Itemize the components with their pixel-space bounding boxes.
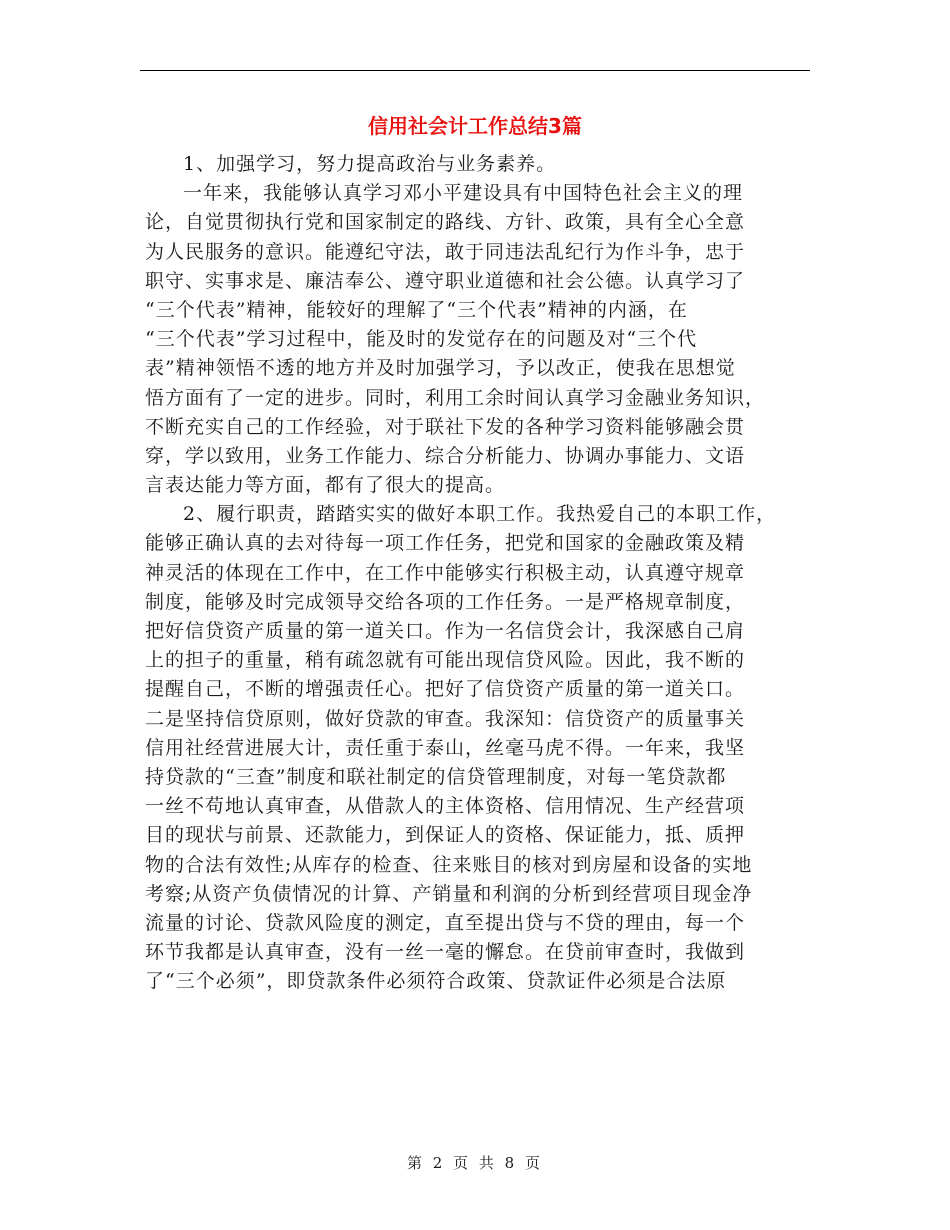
body-line: 制度，能够及时完成领导交给各项的工作任务。一是严格规章制度， (145, 590, 746, 613)
body-line: 穿，学以致用，业务工作能力、综合分析能力、协调办事能力、文语 (145, 444, 746, 467)
page-number-footer: 第 2 页 共 8 页 (407, 1154, 543, 1172)
body-line: 一年来，我能够认真学习邓小平建设具有中国特色社会主义的理 (183, 182, 744, 205)
body-line: 上的担子的重量，稍有疏忽就有可能出现信贷风险。因此，我不断的 (145, 649, 746, 672)
body-line: 信用社经营进展大计，责任重于泰山，丝毫马虎不得。一年来，我坚 (145, 736, 746, 759)
body-line: 一丝不苟地认真审查，从借款人的主体资格、信用情况、生产经营项 (145, 795, 746, 818)
body-line: 流量的讨论、贷款风险度的测定，直至提出贷与不贷的理由，每一个 (145, 911, 746, 934)
body-line: 二是坚持信贷原则，做好贷款的审查。我深知：信贷资产的质量事关 (145, 707, 746, 730)
body-line: 为人民服务的意识。能遵纪守法，敢于同违法乱纪行为作斗争，忠于 (145, 240, 746, 263)
body-line: 表”精神领悟不透的地方并及时加强学习，予以改正，使我在思想觉 (145, 357, 736, 380)
body-line: 职守、实事求是、廉洁奉公、遵守职业道德和社会公德。认真学习了 (145, 269, 746, 292)
document-title: 信用社会计工作总结3篇 (368, 114, 582, 138)
document-body (145, 150, 813, 996)
body-line: 不断充实自己的工作经验，对于联社下发的各种学习资料能够融会贯 (145, 415, 746, 438)
body-line: 把好信贷资产质量的第一道关口。作为一名信贷会计，我深感自己肩 (145, 620, 746, 642)
body-line: 能够正确认真的去对待每一项工作任务，把党和国家的金融政策及精 (145, 532, 746, 555)
body-line: 言表达能力等方面，都有了很大的提高。 (145, 474, 506, 497)
header-rule (140, 70, 810, 71)
body-line: “三个代表”学习过程中，能及时的发觉存在的问题及对“三个代 (145, 328, 698, 351)
body-line: 了“三个必须”，即贷款条件必须符合政策、贷款证件必须是合法原 (145, 970, 727, 993)
body-line: 神灵活的体现在工作中，在工作中能够实行积极主动，认真遵守规章 (145, 561, 746, 584)
body-line: 论，自觉贯彻执行党和国家制定的路线、方针、政策，具有全心全意 (145, 211, 746, 234)
body-line: 持贷款的“三查”制度和联社制定的信贷管理制度，对每一笔贷款都 (145, 765, 727, 788)
body-line: 提醒自己，不断的增强责任心。把好了信贷资产质量的第一道关口。 (145, 678, 746, 701)
body-line: 2、履行职责，踏踏实实的做好本职工作。我热爱自己的本职工作， (183, 503, 777, 526)
body-line: 物的合法有效性;从库存的检查、往来账目的核对到房屋和设备的实地 (145, 853, 753, 876)
body-line: 1、加强学习，努力提高政治与业务素养。 (183, 153, 557, 175)
body-line: 考察;从资产负债情况的计算、产销量和利润的分析到经营项目现金净 (145, 882, 753, 905)
body-line: “三个代表”精神，能较好的理解了“三个代表”精神的内涵，在 (145, 298, 688, 321)
body-line: 环节我都是认真审查，没有一丝一毫的懈怠。在贷前审查时，我做到 (145, 941, 746, 964)
body-line: 目的现状与前景、还款能力，到保证人的资格、保证能力，抵、质押 (145, 824, 746, 847)
body-line: 悟方面有了一定的进步。同时，利用工余时间认真学习金融业务知识， (145, 386, 766, 409)
